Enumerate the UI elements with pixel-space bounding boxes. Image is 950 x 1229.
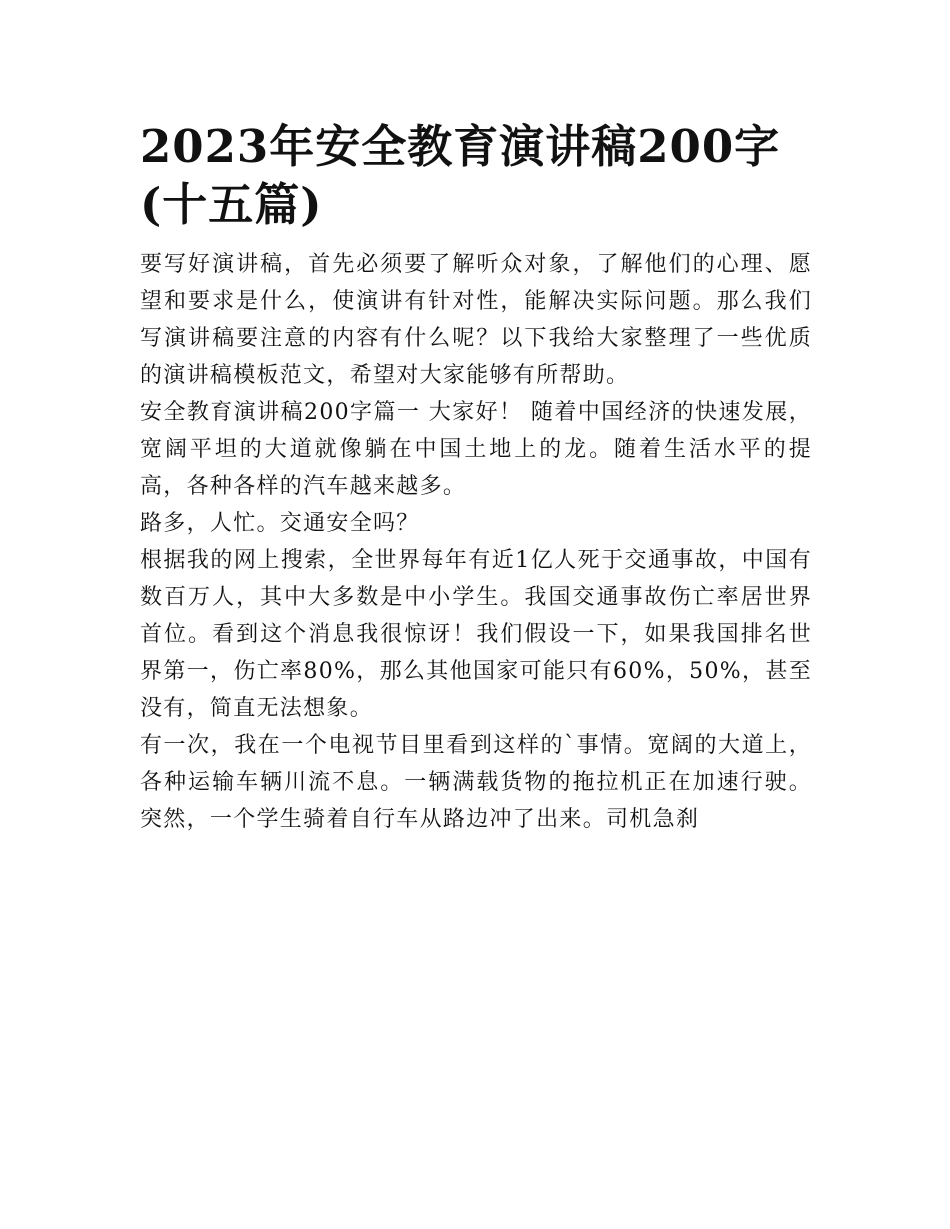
document-body xyxy=(140,118,812,838)
paragraph-speech-one-opening: 安全教育演讲稿200字篇一 大家好！ 随着中国经济的快速发展，宽阔平坦的大道就像躺在中国土地上的龙。随着生活水平的提高，各种各样的汽车越来越多。 xyxy=(140,400,812,499)
paragraph-intro: 要写好演讲稿，首先必须要了解听众对象，了解他们的心理、愿望和要求是什么，使演讲有针对性，能解决实际问题。那么我们写演讲稿要注意的内容有什么呢？以下我给大家整理了一些优质的演讲稿模板范文，希望对大家能够有所帮助。 xyxy=(140,252,812,388)
document-title: 2023年安全教育演讲稿200字(十五篇) xyxy=(140,120,781,231)
paragraph-tv-story: 有一次，我在一个电视节目里看到这样的`事情。宽阔的大道上，各种运输车辆川流不息。一辆满载货物的拖拉机正在加速行驶。突然，一个学生骑着自行车从路边冲了出来。司机急刹 xyxy=(140,733,812,832)
paragraph-traffic-question: 路多，人忙。交通安全吗？ xyxy=(140,511,420,536)
paragraph-accident-statistics: 根据我的网上搜索，全世界每年有近1亿人死于交通事故，中国有数百万人，其中大多数是中小学生。我国交通事故伤亡率居世界首位。看到这个消息我很惊讶！我们假设一下，如果我国排名世界第一，伤亡率80%，那么其他国家可能只有60%，50%，甚至没有，简直无法想象。 xyxy=(140,548,812,721)
